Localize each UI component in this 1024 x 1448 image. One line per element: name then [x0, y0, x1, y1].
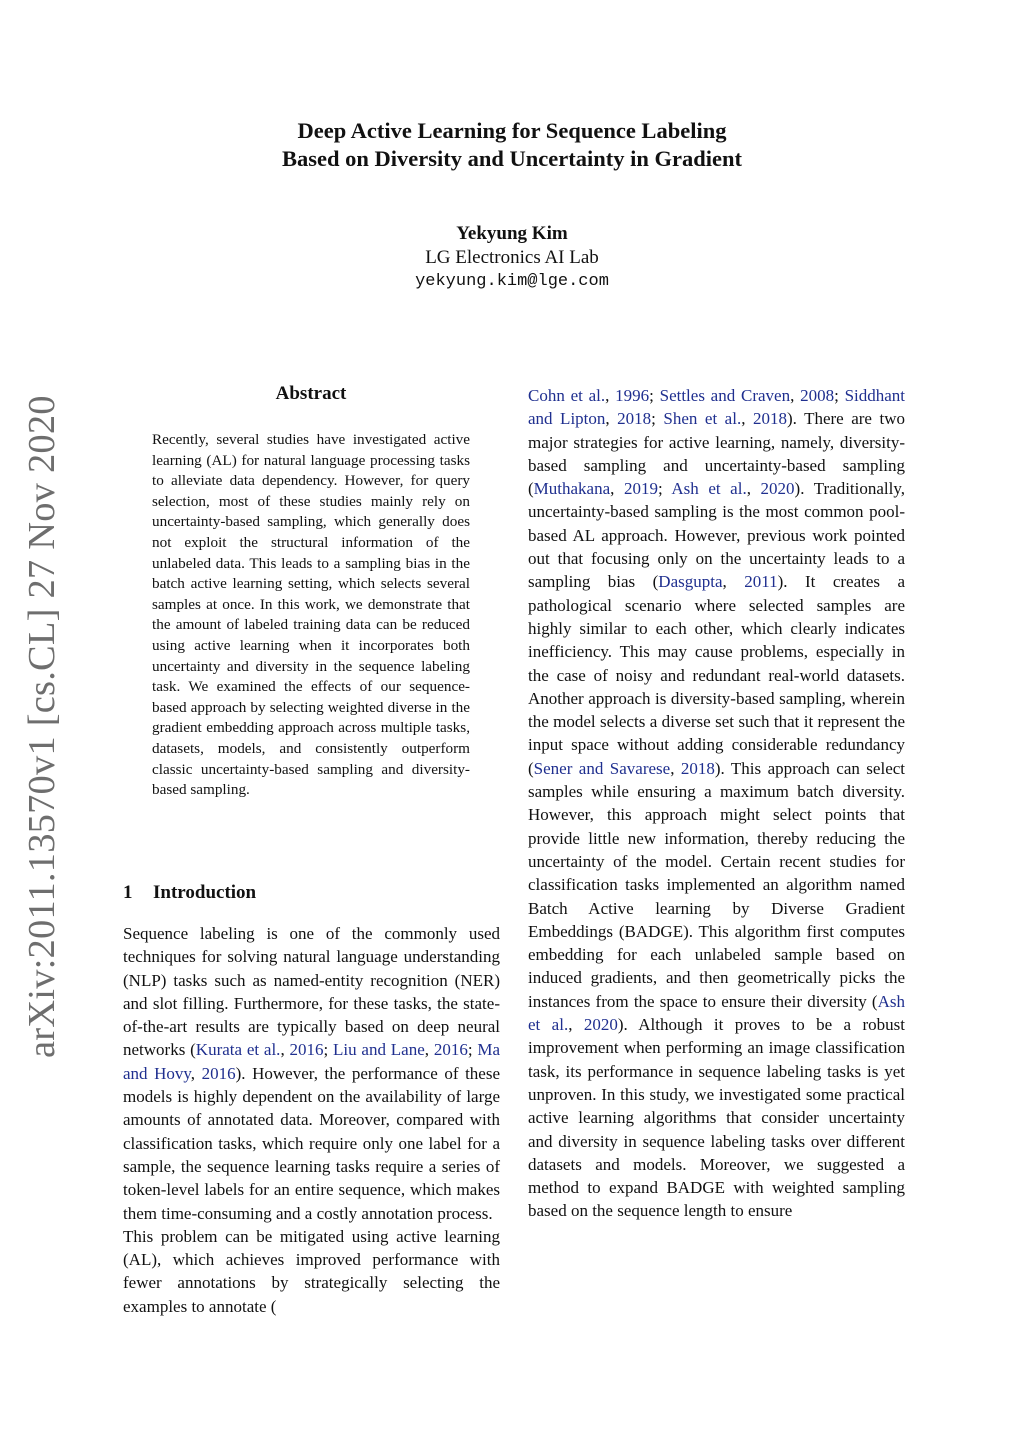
text-run: , [722, 572, 745, 592]
citation-year-link[interactable]: 1996 [615, 386, 650, 405]
citation-year-link[interactable]: 2018 [680, 758, 715, 778]
citation-link[interactable]: Muthakana [533, 479, 611, 499]
text-run: ). However, the performance of these models is highly dependent on the availability of large amounts of annotated data. Moreover, compared with classification tasks, which require only one label for a sample, the sequence learning tasks require a series of token-level labels for an entire sequence, which makes them time-consuming and a costly annotation process. [123, 1063, 501, 1223]
text-run: ). It creates a pathological scenario where selected samples are highly similar to each other, which clearly indicates inefficiency. This may cause problems, especially in the case of noisy and redundant real-world datasets. Another approach is diversity-based sampling, wherein the model selects a diverse set such that it represent the input space without adding considerable redundancy ( [528, 572, 905, 778]
title-line-1: Deep Active Learning for Sequence Labeling [297, 118, 727, 143]
citation-link[interactable]: Ash et al. [671, 479, 747, 499]
paper-title [0, 117, 1024, 173]
citation-link[interactable]: Settles and Craven [659, 386, 791, 405]
citation-year-link[interactable]: 2008 [800, 386, 835, 405]
section-heading-introduction [123, 882, 256, 904]
citation-year-link[interactable]: 2020 [760, 479, 795, 499]
left-column-body [123, 922, 500, 1318]
citation-year-link[interactable]: 2019 [623, 479, 658, 499]
citation-year-link[interactable]: 2020 [583, 1015, 618, 1035]
citation-link[interactable]: Kurata et al. [195, 1040, 281, 1060]
text-run: , [610, 479, 624, 499]
citation-link[interactable]: Cohn et al. [528, 386, 606, 405]
citation-link[interactable]: Ash et al. [528, 991, 905, 1035]
author-affiliation: LG Electronics AI Lab [425, 247, 599, 268]
citation-year-link[interactable]: 2016 [289, 1040, 324, 1060]
paragraph [123, 1225, 500, 1318]
text-run: ). This approach can select samples while ensuring a maximum batch diversity. However, this approach might select points that provide little new information, thereby reducing the uncertainty of the model. Certain recent studies for classification tasks implemented an algorithm named Batch Active learning by Diverse Gradient Embeddings (BADGE). This algorithm first computes embedding for each unlabeled sample based on induced gradients, and then geometrically picks the instances from the space to ensure their diversity ( [528, 758, 906, 1011]
text-run: Sequence labeling is one of the commonly used techniques for solving natural language understanding (NLP) tasks such as named-entity recognition (NER) and slot filling. Furthermore, for these tasks, the state-of-the-art results are typically based on deep neural networks ( [123, 924, 500, 1060]
abstract-text: Recently, several studies have investigated active learning (AL) for natural language processing tasks to alleviate data dependency. However, for query selection, most of these studies mainly rely on uncertainty-based sampling, which generally does not exploit the structural information of the unlabeled data. This leads to a sampling bias in the batch active learning setting, which selects several samples at once. In this work, we demonstrate that the amount of labeled training data can be reduced using active learning when it incorporates both uncertainty and diversity in the sequence labeling task. We examined the effects of our sequence-based approach by selecting weighted diverse in the gradient embedding approach across multiple tasks, datasets, models, and consistently outperform classic uncertainty-based sampling and diversity-based sampling. [152, 431, 470, 799]
paragraph [123, 922, 500, 1225]
text-run: ; [323, 1040, 334, 1060]
citation-year-link[interactable]: 2011 [744, 572, 778, 592]
author-block [0, 222, 1024, 294]
text-run: This problem can be mitigated using active learning (AL), which achieves improved performance with fewer annotations by strategically selecting the examples to annotate ( [123, 1226, 500, 1316]
right-column-body [528, 384, 905, 1223]
citation-link[interactable]: Siddhant and Lipton [528, 386, 906, 429]
citation-year-link[interactable]: 2018 [752, 409, 787, 429]
citation-link[interactable]: Dasgupta [658, 572, 723, 592]
text-run: ; [834, 386, 845, 405]
text-run: , [746, 479, 761, 499]
text-run: ; [657, 479, 672, 499]
citation-link[interactable]: Liu and Lane [333, 1040, 425, 1060]
text-run: , [568, 1015, 584, 1035]
text-run: ; [651, 409, 664, 429]
text-run: , [741, 409, 753, 429]
citation-year-link[interactable]: 2016 [433, 1040, 468, 1060]
text-run: ; [467, 1040, 478, 1060]
text-run: , [605, 386, 616, 405]
author-name: Yekyung Kim [456, 223, 568, 244]
citation-year-link[interactable]: 2016 [201, 1063, 236, 1083]
citation-link[interactable]: Ma and Hovy [123, 1040, 501, 1083]
text-run: , [424, 1040, 434, 1060]
paragraph-continued [528, 384, 905, 1223]
text-run: , [670, 758, 681, 778]
text-run: ). Although it proves to be a robust improvement when performing an image classification task, its performance in sequence labeling tasks is yet unproven. In this study, we investigated some practical active learning algorithms that consider uncertainty and diversity in sequence labeling tasks over different datasets and models. Moreover, we suggested a method to expand BADGE with weighted sampling based on the sequence length to ensure [528, 1015, 906, 1221]
citation-link[interactable]: Shen et al. [663, 409, 742, 429]
arxiv-identifier-stamp: arXiv:2011.13570v1 [cs.CL] 27 Nov 2020 [21, 395, 63, 1058]
citation-link[interactable]: Sener and Savarese [533, 758, 671, 778]
text-run: , [605, 409, 618, 429]
text-run: ). There are two major strategies for active learning, namely, diversity-based sampling and uncertainty-based sampling ( [528, 409, 905, 499]
text-run: ). Traditionally, uncertainty-based sampling is the most common pool-based AL approach. However, previous work pointed out that focusing only on the uncertainty leads to a sampling bias ( [528, 479, 906, 592]
section-title: Introduction [153, 882, 257, 903]
citation-year-link[interactable]: 2018 [617, 409, 652, 429]
section-number: 1 [123, 882, 133, 903]
text-run: , [280, 1040, 290, 1060]
text-run: , [790, 386, 801, 405]
text-run: ; [649, 386, 660, 405]
text-run: , [190, 1063, 202, 1083]
abstract-heading: Abstract [275, 383, 347, 404]
author-email[interactable]: yekyung.kim@lge.com [415, 272, 609, 291]
title-line-2: Based on Diversity and Uncertainty in Gradient [281, 146, 742, 171]
